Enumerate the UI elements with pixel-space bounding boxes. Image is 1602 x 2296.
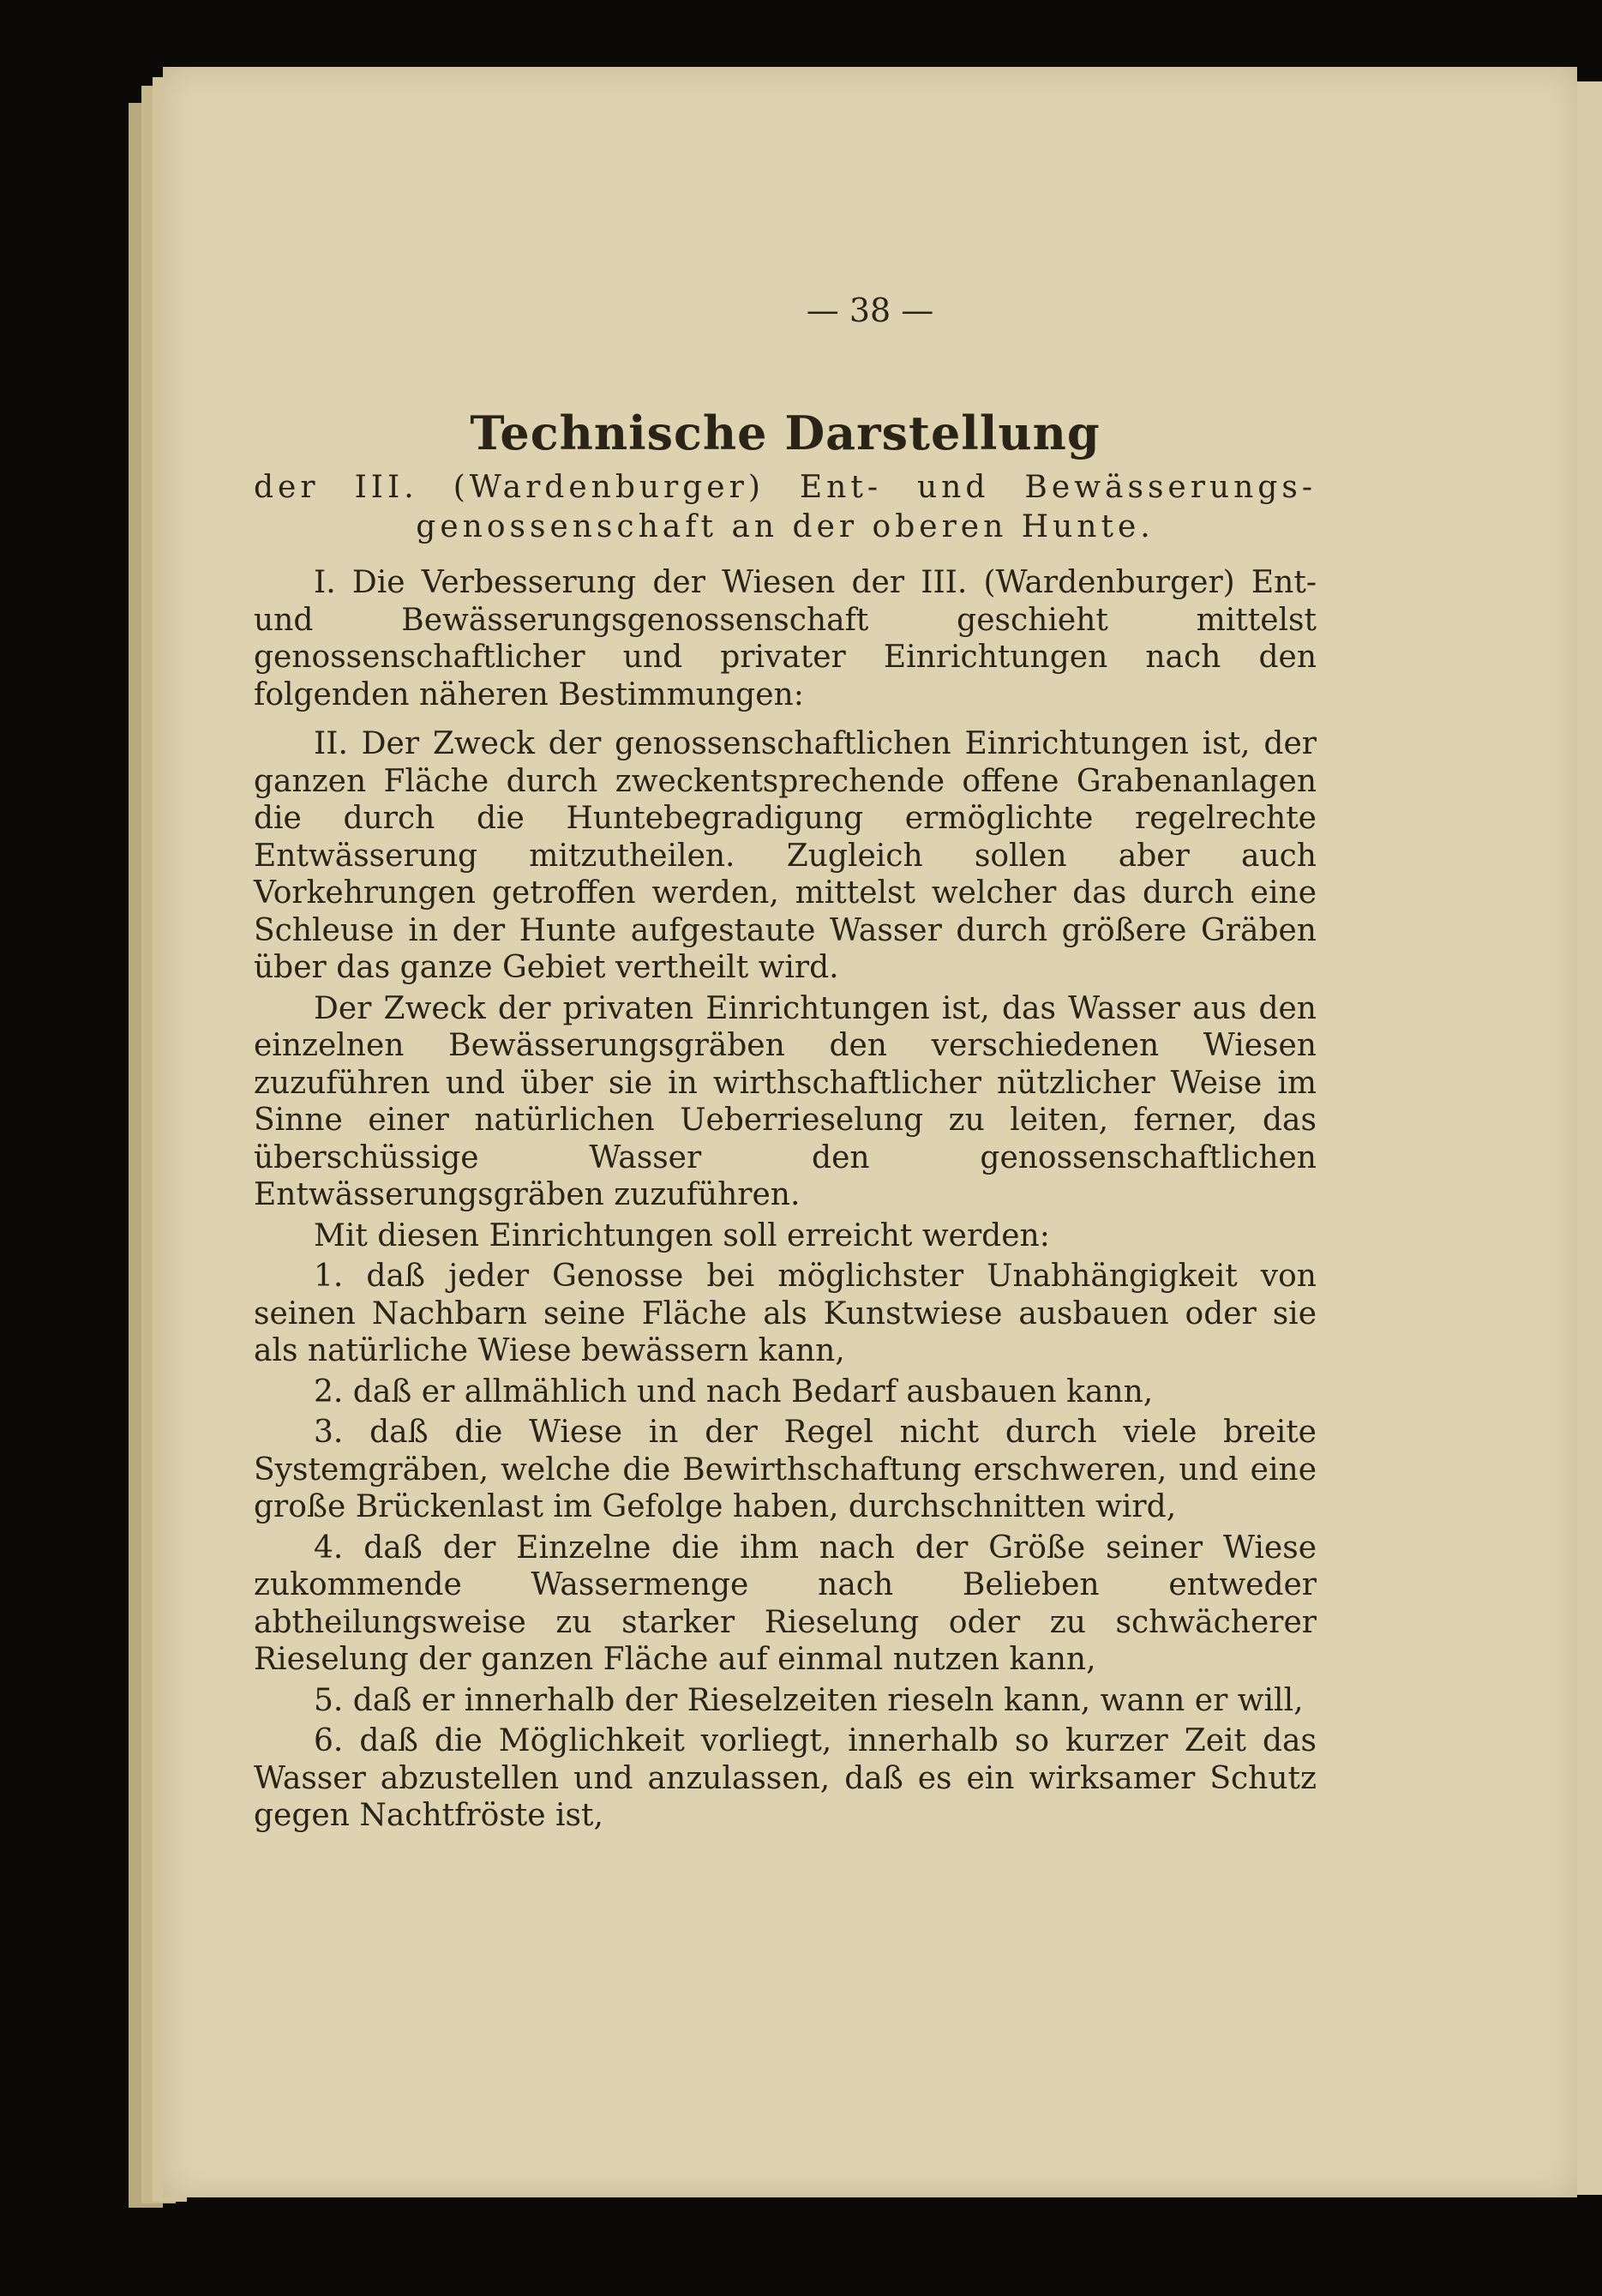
list-item: 1. daß jeder Genosse bei möglichster Unabhängigkeit von seinen Nachbarn seine Fläche als Kunstwiese ausbauen oder sie als natürliche Wiese bewässern kann, (254, 1259, 1317, 1368)
page-subtitle: der III. (Wardenburger) Ent- und Bewässerungs-genossenschaft an der oberen Hunte. (254, 470, 1317, 544)
list-item: 6. daß die Möglichkeit vorliegt, innerhalb so kurzer Zeit das Wasser abzustellen und anzulassen, daß es ein wirksamer Schutz gegen Nachtfröste ist, (254, 1723, 1317, 1833)
paragraph: Mit diesen Einrichtungen soll erreicht werden: (314, 1217, 1050, 1253)
list-item: 4. daß der Einzelne die ihm nach der Größe seiner Wiese zukommende Wassermenge nach Belieben entweder abtheilungsweise zu starker Rieselung oder zu schwächerer Rieselung der ganzen Fläche auf einmal nutzen kann, (254, 1530, 1317, 1677)
list-item: 5. daß er innerhalb der Rieselzeiten rieseln kann, wann er will, (314, 1682, 1304, 1718)
page-number: — 38 — (806, 292, 934, 329)
paragraph: I. Die Verbesserung der Wiesen der III. (Wardenburger) Ent- und Bewässerungsgenossenschaft geschieht mittelst genossenschaftlicher und privater Einrichtungen nach den folgenden näheren Bestimmungen: (254, 565, 1317, 712)
paragraph: II. Der Zweck der genossenschaftlichen Einrichtungen ist, der ganzen Fläche durch zweckentsprechende offene Grabenanlagen die durch die Huntebegradigung ermöglichte regelrechte Entwässerung mitzutheilen. Zugleich sollen aber auch Vorkehrungen getroffen werden, mittelst welcher das durch eine Schleuse in der Hunte aufgestaute Wasser durch größere Gräben über das ganze Gebiet vertheilt wird. (254, 726, 1317, 985)
facing-page-edge (1575, 81, 1602, 2195)
page-text (254, 403, 1317, 1838)
page-title: Technische Darstellung (470, 406, 1101, 460)
list-item: 2. daß er allmählich und nach Bedarf ausbauen kann, (314, 1373, 1154, 1409)
list-item: 3. daß die Wiese in der Regel nicht durch viele breite Systemgräben, welche die Bewirthschaftung erschweren, und eine große Brückenlast im Gefolge haben, durchschnitten wird, (254, 1415, 1317, 1524)
paragraph: Der Zweck der privaten Einrichtungen ist, das Wasser aus den einzelnen Bewässerungsgräben den verschiedenen Wiesen zuzuführen und über sie in wirthschaftlicher nützlicher Weise im Sinne einer natürlichen Ueberrieselung zu leiten, ferner, das überschüssige Wasser den genossenschaftlichen Entwässerungsgräben zuzuführen. (254, 990, 1317, 1212)
